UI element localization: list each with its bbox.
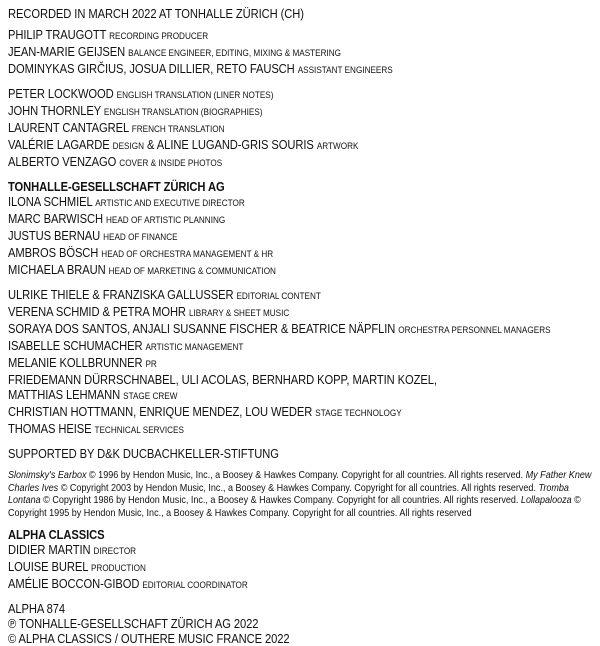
credit-names: DIDIER MARTIN (8, 542, 91, 557)
credit-line (8, 27, 510, 44)
credit-line (8, 576, 510, 593)
credit-role: EDITORIAL COORDINATOR (142, 580, 248, 591)
translation-design-credits (8, 86, 592, 171)
credit-role: BALANCE ENGINEER, EDITING, MIXING & MASTERING (128, 48, 342, 59)
staff-credits (8, 287, 592, 438)
credit-line (8, 372, 510, 387)
credit-names: JEAN-MARIE GEIJSEN (8, 44, 126, 59)
credit-line (8, 355, 510, 372)
credit-names: LAURENT CANTAGREL (8, 120, 129, 135)
credit-names: PHILIP TRAUGOTT (8, 27, 107, 42)
credit-role: ARTISTIC AND EXECUTIVE DIRECTOR (95, 198, 245, 209)
credit-line (8, 262, 510, 279)
credit-names: ILONA SCHMIEL (8, 194, 93, 209)
credit-names: SORAYA DOS SANTOS, ANJALI SUSANNE FISCHER & BEATRICE NÄPFLIN (8, 321, 396, 336)
credit-role: COVER & INSIDE PHOTOS (119, 158, 223, 169)
credit-names: AMÉLIE BOCCON-GIBOD (8, 576, 140, 591)
credit-line (8, 542, 510, 559)
credit-role: DESIGN (112, 141, 145, 152)
legal-text: © Copyright 2003 by Hendon Music, Inc., a Boosey & Hawkes Company. Copyright for all countries. All rights reserved. (58, 481, 539, 494)
credit-names: FRIEDEMANN DÜRRSCHNABEL, ULI ACOLAS, BERNHARD KOPP, MARTIN KOZEL, (8, 372, 437, 387)
credit-role: ENGLISH TRANSLATION (BIOGRAPHIES) (103, 107, 263, 118)
credit-names: AMBROS BÖSCH (8, 245, 99, 260)
legal-text: © Copyright 1986 by Hendon Music, Inc., a Boosey & Hawkes Company. Copyright for all countries. All rights reserved. (40, 494, 521, 506)
tonhalle-credits (8, 179, 592, 279)
credit-names: MELANIE KOLLBRUNNER (8, 355, 143, 370)
credit-line (8, 103, 510, 120)
credit-names: ISABELLE SCHUMACHER (8, 338, 143, 353)
credit-line (8, 194, 510, 211)
copyright-line: © ALPHA CLASSICS / OUTHERE MUSIC FRANCE 2022 (8, 631, 290, 646)
credit-names: MATTHIAS LEHMANN (8, 387, 121, 402)
credit-role: ARTISTIC MANAGEMENT (145, 342, 244, 353)
credit-line (8, 228, 510, 245)
credit-role: HEAD OF ORCHESTRA MANAGEMENT & HR (101, 249, 274, 260)
credit-role: ARTWORK (316, 141, 359, 152)
credit-role: STAGE TECHNOLOGY (315, 408, 402, 419)
credit-role: PRODUCTION (90, 563, 146, 574)
credit-line (8, 304, 510, 321)
credit-names: MICHAELA BRAUN (8, 262, 106, 277)
legal-text: © Copyright 1995 by Hendon Music, Inc., a Boosey & Hawkes Company. Copyright for all countries. All rights reserved (8, 494, 581, 519)
copyright-notice (8, 469, 593, 519)
credit-role: DIRECTOR (93, 546, 137, 557)
credit-role: HEAD OF MARKETING & COMMUNICATION (108, 266, 276, 277)
credit-line (8, 559, 510, 576)
credit-line (8, 86, 510, 103)
credit-role: LIBRARY & SHEET MUSIC (188, 308, 290, 319)
credit-names: JOHN THORNLEY (8, 103, 101, 118)
credit-role: ASSISTANT ENGINEERS (297, 65, 393, 76)
label-credits (8, 527, 592, 593)
credit-role: PR (145, 359, 157, 370)
work-title: Tromba Lontana (8, 481, 569, 506)
credit-names: MARC BARWISCH (8, 211, 103, 226)
credit-names: ULRIKE THIELE & FRANZISKA GALLUSSER (8, 287, 234, 302)
credit-line (8, 120, 510, 137)
credit-names: VERENA SCHMID & PETRA MOHR (8, 304, 186, 319)
credit-names: LOUISE BUREL (8, 559, 88, 574)
credit-names: CHRISTIAN HOTTMANN, ENRIQUE MENDEZ, LOU WEDER (8, 404, 313, 419)
credit-line (8, 137, 510, 154)
credit-line (8, 421, 510, 438)
credit-line (8, 44, 510, 61)
legal-text: © 1996 by Hendon Music, Inc., a Boosey & Hawkes Company. Copyright for all countries. All rights reserved. (86, 469, 526, 481)
credit-line (8, 321, 551, 338)
credit-role: HEAD OF FINANCE (103, 232, 178, 243)
credit-names: JUSTUS BERNAU (8, 228, 101, 243)
phonogram-notice: ℗ TONHALLE-GESELLSCHAFT ZÜRICH AG 2022 (8, 616, 259, 631)
release-footer (8, 601, 592, 646)
work-title: Lollapalooza (520, 494, 572, 506)
credit-role: RECORDING PRODUCER (109, 31, 209, 42)
credit-role: STAGE CREW (123, 391, 178, 402)
credit-line (8, 404, 510, 421)
production-credits (8, 27, 592, 78)
work-title: Slonimsky's Earbox (8, 469, 87, 481)
credit-role: FRENCH TRANSLATION (131, 124, 225, 135)
credit-line (8, 211, 510, 228)
credit-line (8, 245, 510, 262)
credit-names: THOMAS HEISE (8, 421, 92, 436)
credit-line (8, 287, 510, 304)
credit-role: HEAD OF ARTISTIC PLANNING (105, 215, 226, 226)
credit-names: DOMINYKAS GIRČIUS, JOSUA DILLIER, RETO FAUSCH (8, 61, 295, 76)
work-title: My Father Knew Charles Ives (8, 469, 592, 494)
section-heading: ALPHA CLASSICS (8, 527, 105, 542)
credit-line (8, 338, 510, 355)
credit-role: EDITORIAL CONTENT (236, 291, 321, 302)
credit-role: TECHNICAL SERVICES (94, 425, 184, 436)
credit-names: ALBERTO VENZAGO (8, 154, 117, 169)
credit-role: ORCHESTRA PERSONNEL MANAGERS (398, 325, 551, 336)
credit-names: & ALINE LUGAND-GRIS SOURIS (147, 137, 314, 152)
credit-line (8, 154, 510, 171)
supported-by: SUPPORTED BY D&K DUCBACHKELLER-STIFTUNG (8, 446, 279, 461)
catalog-number: ALPHA 874 (8, 601, 66, 616)
credit-names: VALÉRIE LAGARDE (8, 137, 110, 152)
recording-info: RECORDED IN MARCH 2022 AT TONHALLE ZÜRICH (CH) (8, 6, 304, 21)
credit-line (8, 61, 510, 78)
section-heading: TONHALLE-GESELLSCHAFT ZÜRICH AG (8, 179, 225, 194)
credit-line (8, 387, 510, 404)
credit-names: PETER LOCKWOOD (8, 86, 114, 101)
credit-role: ENGLISH TRANSLATION (LINER NOTES) (116, 90, 274, 101)
